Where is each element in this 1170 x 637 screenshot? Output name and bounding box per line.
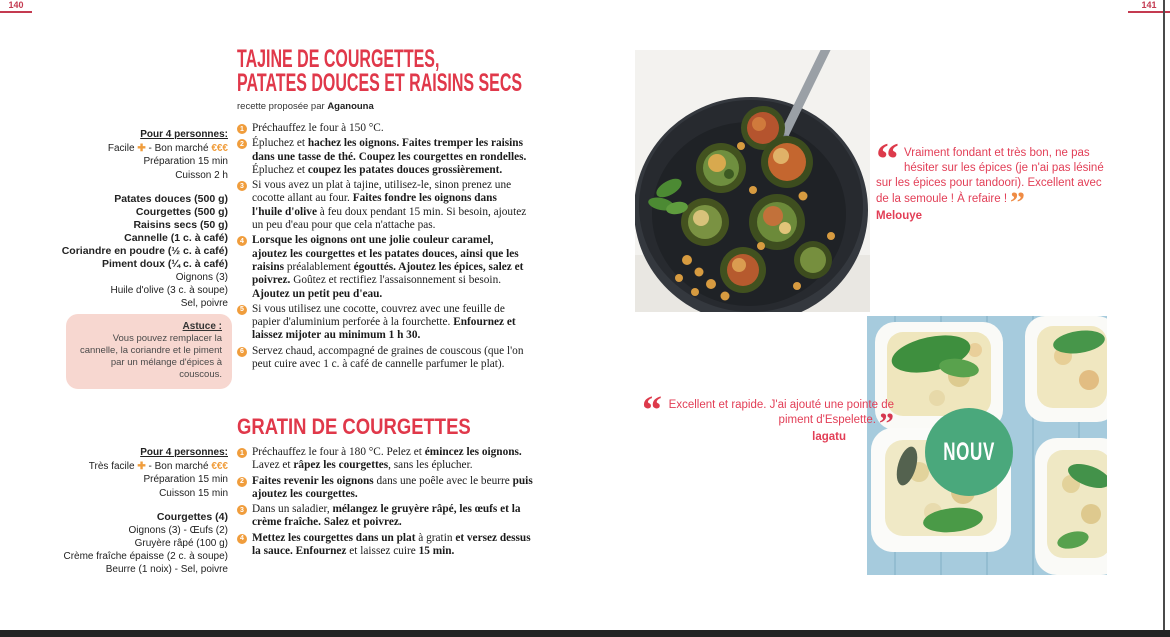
recipe-step (237, 345, 529, 372)
open-quote-icon: “ (642, 387, 662, 432)
close-quote-icon: ” (1010, 185, 1026, 219)
recipe-step (237, 234, 529, 300)
recipe2-title: GRATIN DE COURGETTES (237, 414, 471, 439)
step-number-badge: 4 (237, 534, 247, 544)
ingredient: Oignons (3) - Œufs (2) (128, 525, 228, 536)
cook-time: Cuisson 2 h (175, 169, 228, 181)
tip-box (66, 314, 232, 389)
ingredient: Oignons (3) (175, 272, 228, 283)
recipe-step (237, 446, 539, 473)
recipe1-sidebar (40, 128, 228, 310)
ramekin-top-right (1025, 316, 1107, 422)
recipe-step (237, 532, 539, 559)
ingredient: Gruyère râpé (100 g) (134, 538, 228, 549)
ingredient: Courgettes (4) (156, 511, 228, 523)
step-text: Épluchez et hachez les oignons. Faites tremper les raisins dans une tasse de thé. Coupez les courgettes en rondelles. Épluchez et coupez les patates douces grossièrement. (252, 137, 527, 176)
byline-prefix: recette proposée par (237, 101, 328, 112)
cook-time: Cuisson 15 min (159, 487, 228, 499)
page-number-left: 140 (0, 0, 32, 13)
page-edge-bottom (0, 630, 1170, 637)
step-text: Préchauffez le four à 150 °C. (252, 122, 384, 134)
recipe-step (237, 503, 539, 530)
reader-quote-2 (642, 387, 894, 446)
ingredient: Raisins secs (50 g) (133, 219, 228, 231)
ingredient: Courgettes (500 g) (135, 206, 228, 218)
step-number-badge: 2 (237, 139, 247, 149)
ingredient: Coriandre en poudre (½ c. à café) (61, 245, 228, 257)
recipe2-ingredients (40, 511, 228, 576)
quote-author: Melouye (876, 209, 923, 222)
ingredient: Cannelle (1 c. à café) (124, 232, 228, 244)
step-text: Préchauffez le four à 180 °C. Pelez et émincez les oignons. Lavez et râpez les courgettes, sans les éplucher. (252, 446, 522, 472)
step-number-badge: 3 (237, 505, 247, 515)
tip-title: Astuce : (182, 321, 222, 332)
ingredient: Crème fraîche épaisse (2 c. à soupe) (63, 551, 228, 562)
price-icons: €€€ (211, 142, 228, 154)
recipe-step (237, 137, 529, 177)
step-text: Si vous utilisez une cocotte, couvrez avec une feuille de papier d'aluminium perforée à la fourchette. Enfournez et laissez mijoter au minimum 1 h 30. (252, 302, 516, 342)
recipe1-steps (237, 122, 529, 373)
recipe1-ingredients (40, 193, 228, 310)
separator: - (145, 142, 155, 154)
prep-time: Préparation 15 min (143, 474, 228, 485)
price-label: Bon marché (154, 142, 212, 154)
tajine-photo (635, 50, 870, 312)
difficulty-label: Facile (107, 142, 138, 154)
nouv-badge-label: NOUV (943, 437, 995, 466)
ingredient: Sel, poivre (180, 298, 228, 309)
difficulty-price-line (40, 460, 228, 474)
ingredient: Huile d'olive (3 c. à soupe) (110, 285, 228, 296)
ramekin-bottom-right (1035, 438, 1107, 575)
recipe1-title-line1: TAJINE DE COURGETTES, (237, 45, 440, 73)
quote-author: lagatu (812, 431, 846, 444)
open-quote-icon: “ (876, 133, 899, 184)
recipe1-title (237, 47, 522, 95)
byline-author: Aganouna (327, 101, 374, 112)
recipe-step (237, 122, 529, 135)
difficulty-label: Très facile (88, 460, 138, 472)
step-number-badge: 4 (237, 236, 247, 246)
tip-body: Vous pouvez remplacer la cannelle, la coriandre et le piment par un mélange d'épices à couscous. (79, 333, 222, 380)
step-number-badge: 5 (237, 305, 247, 315)
difficulty-icon: ✚ (137, 460, 146, 472)
recipe-step (237, 303, 529, 343)
separator: - (145, 460, 155, 472)
recipe-step (237, 475, 539, 502)
step-number-badge: 1 (237, 124, 247, 134)
nouv-badge (925, 408, 1013, 496)
quote-text: Vraiment fondant et très bon, ne pas hésiter sur les épices (je n'ai pas lésiné sur les épices pour tandoori). Excellent avec de la semoule ! À refaire ! (876, 147, 1104, 205)
step-number-badge: 6 (237, 347, 247, 357)
step-text: Dans un saladier, mélangez le gruyère râpé, les œufs et la crème fraîche. Salez et poivrez. (252, 503, 521, 529)
recipe2-steps (237, 446, 539, 560)
reader-quote-1 (876, 133, 1116, 224)
recipe-step (237, 179, 529, 232)
ingredient: Piment doux (¼ c. à café) (101, 258, 228, 270)
quote-text: Excellent et rapide. J'ai ajouté une pointe de piment d'Espelette. (668, 399, 894, 427)
step-number-badge: 2 (237, 477, 247, 487)
ingredient: Patates douces (500 g) (114, 193, 228, 205)
difficulty-icon: ✚ (137, 142, 146, 154)
step-number-badge: 1 (237, 448, 247, 458)
prep-time: Préparation 15 min (143, 156, 228, 167)
difficulty-price-line (40, 142, 228, 156)
price-icons: €€€ (211, 460, 228, 472)
page-number-right: 141 (1128, 0, 1170, 13)
recipe2-sidebar (40, 446, 228, 576)
step-number-badge: 3 (237, 181, 247, 191)
price-label: Bon marché (154, 460, 212, 472)
serves-label: Pour 4 personnes: (140, 129, 228, 140)
recipe1-title-line2: PATATES DOUCES ET RAISINS SECS (237, 69, 523, 97)
close-quote-icon: ” (879, 407, 894, 441)
ingredient: Beurre (1 noix) - Sel, poivre (105, 564, 228, 575)
step-text: Faites revenir les oignons dans une poêle avec le beurre puis ajoutez les courgettes. (252, 474, 533, 500)
page-edge-right (1163, 0, 1165, 630)
step-text: Si vous avez un plat à tajine, utilisez-le, sinon prenez une cocotte allant au four. Faites fondre les oignons dans l'huile d'olive à feu doux pendant 15 min. Si besoin, ajoutez un peu d'eau pour que cela n'attache pas. (252, 179, 527, 232)
step-text: Mettez les courgettes dans un plat à gratin et versez dessus la sauce. Enfournez et laissez cuire 15 min. (252, 531, 531, 558)
step-text: Servez chaud, accompagné de graines de couscous (que l'on peut cuire avec 1 c. à café de cannelle parfumer le plat). (252, 344, 524, 371)
step-text: Lorsque les oignons ont une jolie couleur caramel, ajoutez les courgettes et les patates douces, ainsi que les raisins préalablement égouttés. Ajoutez les épices, salez et poivrez. Goûtez et rectifiez l'assaisonnement si besoin. Ajoutez un petit peu d'eau. (252, 234, 524, 300)
serves-label: Pour 4 personnes: (140, 447, 228, 458)
recipe1-byline (237, 101, 374, 112)
